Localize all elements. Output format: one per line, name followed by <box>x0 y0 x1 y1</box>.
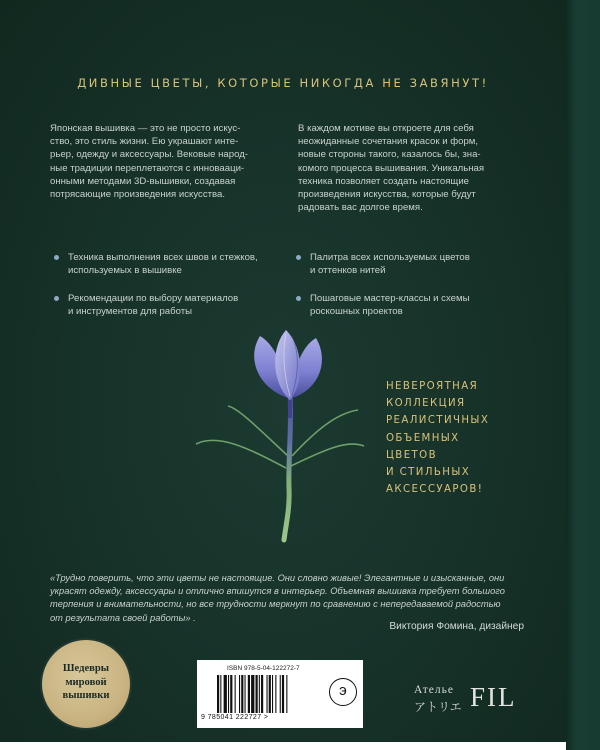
bullet-item: Палитра всех используемых цветов и оттенков нитей <box>292 251 522 277</box>
barcode-digits: 9 785041 222727 > <box>201 714 269 721</box>
bullet-item: Техника выполнения всех швов и стежков, используемых в вышивке <box>50 251 280 277</box>
bottom-edge <box>0 742 566 750</box>
crocus-flower-illustration <box>188 328 368 548</box>
barcode-icon <box>217 675 317 713</box>
bullet-dot-icon <box>54 255 59 260</box>
isbn-text: ISBN 978-5-04-122272-7 <box>227 665 300 672</box>
headline: ДИВНЫЕ ЦВЕТЫ, КОТОРЫЕ НИКОГДА НЕ ЗАВЯНУТ! <box>77 76 489 90</box>
testimonial-quote: «Трудно поверить, что эти цветы не настоящие. Они словно живые! Элегантные и изысканные, они украсят одежду, аксессуары и отлично впишутся в интерьер. Объемная вышивка требует большого терпения и внимательности, но все трудности меркнут по сравнению с непередаваемой радостью от результата своей работы» . <box>50 573 505 623</box>
bullet-dot-icon <box>54 296 59 301</box>
bullet-item: Пошаговые мастер-классы и схемы роскошных проектов <box>292 292 522 318</box>
brand-line1: Ателье <box>414 684 454 696</box>
brand-fil: FIL <box>470 682 517 712</box>
quote-author: Виктория Фомина, дизайнер <box>389 621 524 632</box>
bullet-dot-icon <box>296 296 301 301</box>
bullet-dot-icon <box>296 255 301 260</box>
leaf-right-upper <box>292 410 358 456</box>
leaf-right-lower <box>291 444 364 466</box>
highlight-text: НЕВЕРОЯТНАЯ КОЛЛЕКЦИЯ РЕАЛИСТИЧНЫХ ОБЪЕМНЫХ ЦВЕТОВ И СТИЛЬНЫХ АКСЕССУАРОВ! <box>386 381 490 496</box>
series-seal-badge <box>42 640 130 728</box>
brand-line2: アトリエ <box>414 700 462 714</box>
publisher-logo-icon: э <box>329 678 357 706</box>
brand-logo <box>414 682 517 715</box>
seal-text: Шедевры мировой вышивки <box>62 663 110 701</box>
barcode-box <box>197 660 363 728</box>
leaf-left-upper <box>228 406 288 456</box>
intro-left-paragraph: Японская вышивка — это не просто искус- ство, это стиль жизни. Ею украшают инте- рьер, одежду и аксессуары. Вековые народ- ные традиции переплетаются с инновааци- онными методами 3D-вышивки, создавая потрясающие произведения искусства. <box>50 123 248 201</box>
book-spine <box>566 0 600 750</box>
bullet-item: Рекомендации по выбору материалов и инструментов для работы <box>50 292 280 318</box>
intro-right-paragraph: В каждом мотиве вы откроете для себя неожиданные сочетания красок и форм, новые стороны такого, казалось бы, зна- комого процесса вышивания. Уникальная техника позволяет создать настоящие произведения искусства, которые будут радовать вас долгое время. <box>298 123 485 214</box>
leaf-left-lower <box>196 440 286 468</box>
